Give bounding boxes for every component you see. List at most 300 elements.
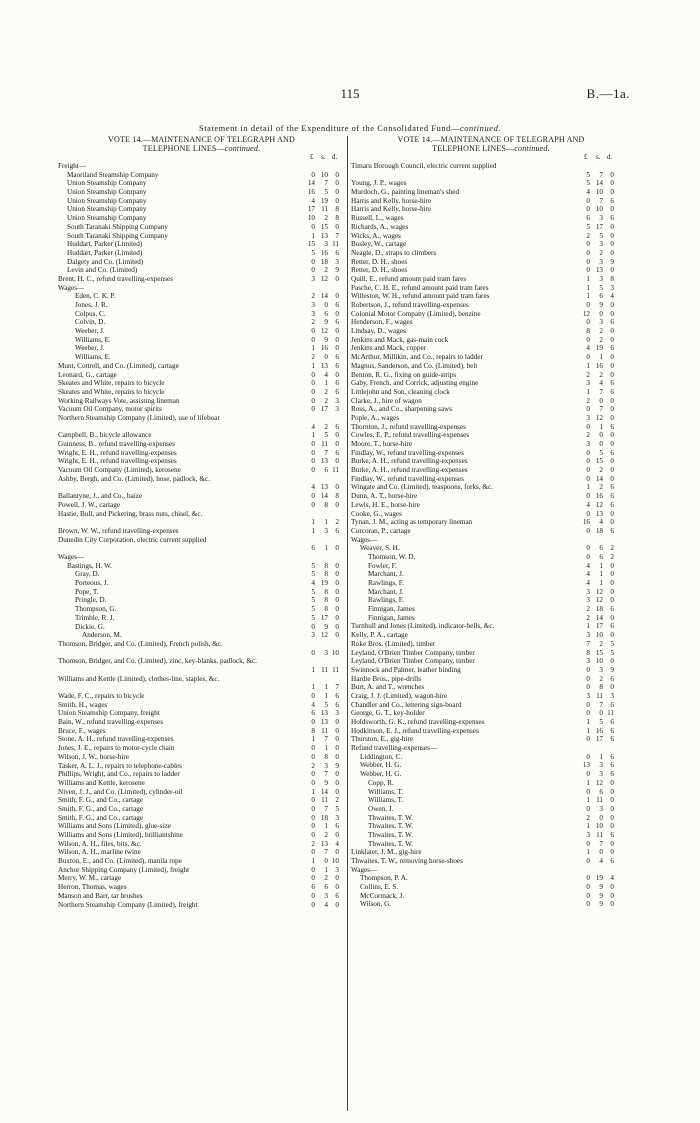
expenditure-row [58, 249, 345, 258]
expenditure-row [351, 492, 631, 501]
expenditure-row [351, 457, 631, 466]
row-shillings: 12 [595, 778, 603, 787]
row-shillings: 11 [596, 830, 603, 839]
row-pence: 0 [335, 561, 339, 570]
row-description: Maoriland Steamship Company [67, 170, 159, 179]
group-heading [58, 284, 345, 293]
row-pence: 2 [610, 552, 614, 561]
row-pence: 6 [610, 196, 614, 205]
row-pounds: 2 [311, 292, 315, 301]
expenditure-row [58, 892, 345, 901]
row-description: Fowler, F. [368, 561, 397, 570]
row-shillings: 3 [599, 665, 603, 674]
row-pence: 3 [335, 709, 339, 718]
row-description: Stone, A. H., refund travelling-expenses [58, 735, 174, 744]
row-pounds: 1 [586, 822, 590, 831]
row-description: Union Steamship Company, freight [58, 709, 160, 718]
row-description: Williams, E. [75, 353, 111, 362]
row-pence: 0 [335, 596, 339, 605]
expenditure-row [58, 405, 345, 414]
expenditure-row [351, 423, 631, 432]
row-pounds: 0 [586, 770, 590, 779]
row-description: Bosley, W., cartage [351, 240, 407, 249]
row-pence: 0 [610, 787, 614, 796]
row-pounds: 13 [582, 761, 590, 770]
expenditure-row [351, 718, 631, 727]
page-reference: B.—1a. [586, 86, 630, 101]
expenditure-row [58, 814, 345, 823]
row-pounds: 0 [586, 205, 590, 214]
expenditure-row [58, 640, 345, 657]
row-shillings: 14 [595, 474, 603, 483]
row-pence: 6 [610, 735, 614, 744]
row-pence: 0 [610, 804, 614, 813]
row-shillings: 2 [324, 387, 328, 396]
row-shillings: 0 [599, 813, 603, 822]
row-pounds: 10 [307, 214, 315, 223]
row-pence: 0 [610, 683, 614, 692]
row-shillings: 13 [595, 266, 603, 275]
row-description: Levin and Co. (Limited) [67, 266, 138, 275]
row-description: Colonial Motor Company (Limited), benzine [351, 309, 481, 318]
expenditure-row [58, 857, 345, 866]
row-pounds: 3 [586, 587, 590, 596]
row-pounds: 6 [586, 214, 590, 223]
row-description: Wilson, A. H., files, bits, &c. [58, 839, 142, 848]
row-shillings: 0 [599, 440, 603, 449]
expenditure-row [58, 266, 345, 275]
row-description: Thomson, W. D. [368, 552, 416, 561]
row-description: Thornton, J., refund travelling-expenses [351, 422, 466, 431]
row-shillings: 10 [595, 205, 603, 214]
row-description: Powell, J. W., cartage [58, 500, 121, 509]
row-description: Huddart, Parker (Limited) [67, 248, 143, 257]
row-description: Williams and Kettle (Limited), clothes-line, staples, &c. [58, 674, 220, 683]
left-column [58, 136, 345, 909]
row-pence: 0 [335, 483, 339, 492]
row-description: Pasche, C. H. E., refund amount paid tram fares [351, 283, 489, 292]
row-pounds: 14 [307, 179, 315, 188]
row-shillings: 8 [324, 752, 328, 761]
row-pence: 6 [610, 605, 614, 614]
row-pounds: 0 [311, 804, 315, 813]
row-shillings: 7 [599, 405, 603, 414]
expenditure-row [58, 362, 345, 371]
row-description: Retter, D. H., shoes [351, 257, 408, 266]
row-shillings: 1 [599, 752, 603, 761]
row-pence: 0 [335, 883, 339, 892]
expenditure-row [58, 344, 345, 353]
row-description: Herron, Thomas, wages [58, 883, 127, 892]
row-pounds: 0 [586, 874, 590, 883]
expenditure-row [351, 188, 631, 197]
row-description: Smith, F. G., and Co., cartage [58, 804, 144, 813]
row-pence: 0 [610, 839, 614, 848]
row-pounds: 0 [311, 257, 315, 266]
row-shillings: 19 [320, 579, 328, 588]
row-pounds: 0 [586, 318, 590, 327]
row-shillings: 2 [599, 248, 603, 257]
expenditure-row [351, 831, 631, 840]
row-pence: 5 [610, 648, 614, 657]
row-pounds: 2 [311, 318, 315, 327]
row-pence: 3 [335, 396, 339, 405]
row-shillings: 17 [595, 735, 603, 744]
row-description: Burke, A. H., refund travelling-expenses [351, 466, 468, 475]
row-shillings: 15 [595, 457, 603, 466]
row-pence: 6 [610, 761, 614, 770]
row-shillings: 14 [320, 492, 328, 501]
row-pounds: 2 [586, 605, 590, 614]
row-pounds: 5 [586, 170, 590, 179]
row-pounds: 7 [586, 639, 590, 648]
row-pence: 0 [335, 831, 339, 840]
row-shillings: 3 [324, 891, 328, 900]
row-shillings: 3 [599, 770, 603, 779]
row-shillings: 5 [324, 700, 328, 709]
row-pence: 6 [335, 301, 339, 309]
row-pounds: 4 [586, 500, 590, 509]
expenditure-row [351, 223, 631, 232]
expenditure-row [351, 605, 631, 614]
row-shillings: 13 [320, 361, 328, 370]
row-description: Anderson, M. [82, 631, 122, 640]
row-pounds: 0 [586, 196, 590, 205]
row-pounds: 8 [311, 726, 315, 735]
row-pence: 9 [335, 266, 339, 275]
row-description: Niven, J. J., and Co. (Limited), cylinder-oil [58, 787, 183, 796]
row-shillings: 12 [595, 596, 603, 605]
expenditure-row [58, 171, 345, 180]
row-shillings: 2 [599, 327, 603, 336]
row-pence: 0 [335, 327, 339, 336]
expenditure-row [58, 318, 345, 327]
row-pounds: 1 [586, 361, 590, 370]
row-description: Hodkinson, E. J., refund travelling-expenses [351, 726, 479, 735]
row-description: Jones, J. R. [75, 301, 108, 309]
row-description: Williams and Kettle, kerosene [58, 778, 145, 787]
row-pence: 0 [335, 292, 339, 301]
expenditure-row [351, 344, 631, 353]
row-description: Thomson, Bridger, and Co. (Limited), French polish, &c. [58, 639, 223, 648]
row-description: Roke Bros. (Limited), timber [351, 639, 436, 648]
row-pence: 6 [335, 387, 339, 396]
row-pounds: 0 [311, 822, 315, 831]
row-description: Robertson, J., refund travelling-expenses [351, 301, 469, 310]
row-shillings: 9 [324, 335, 328, 344]
row-pence: 6 [610, 726, 614, 735]
row-description: Retter, D. H., shoes [351, 266, 408, 275]
row-shillings: 8 [324, 561, 328, 570]
row-pence: 6 [335, 448, 339, 457]
expenditure-row [351, 292, 631, 301]
vote-title-line2: TELEPHONE LINES— [142, 143, 225, 153]
row-pounds: 3 [586, 440, 590, 449]
expenditure-row [58, 223, 345, 232]
row-description: Craig, J. J. (Limited), wagon-hire [351, 691, 448, 700]
row-pence: 0 [610, 900, 614, 909]
row-description: Refund travelling-expenses— [351, 744, 438, 753]
row-shillings: 3 [599, 257, 603, 266]
row-pounds: 0 [586, 891, 590, 900]
expenditure-row [351, 362, 631, 371]
row-description: Eden, C. K. P. [75, 292, 116, 301]
row-pounds: 0 [586, 448, 590, 457]
row-shillings: 13 [320, 231, 328, 240]
expenditure-row [351, 162, 631, 179]
expenditure-row [58, 188, 345, 197]
row-description: Colpus, C. [75, 309, 106, 318]
row-description: Wages— [351, 535, 378, 544]
row-shillings: 6 [599, 552, 603, 561]
row-pounds: 8 [586, 327, 590, 336]
expenditure-row [351, 266, 631, 275]
row-shillings: 0 [599, 396, 603, 405]
row-shillings: 1 [599, 353, 603, 362]
row-shillings: 11 [321, 440, 328, 449]
row-pounds: 0 [586, 665, 590, 674]
row-description: Dunedin City Corporation, electric current supplied [58, 535, 207, 544]
row-shillings: 3 [599, 318, 603, 327]
row-pounds: 0 [586, 752, 590, 761]
row-pence: 0 [335, 726, 339, 735]
row-shillings: 1 [324, 379, 328, 388]
row-pounds: 1 [586, 796, 590, 805]
row-pounds: 0 [311, 692, 315, 701]
row-pence: 6 [335, 700, 339, 709]
pence-header: d. [332, 153, 338, 161]
row-shillings: 16 [595, 361, 603, 370]
row-shillings: 8 [599, 683, 603, 692]
row-pence: 8 [335, 214, 339, 223]
expenditure-row [351, 232, 631, 241]
row-shillings: 17 [320, 405, 328, 414]
row-pence: 6 [610, 344, 614, 353]
row-pounds: 0 [311, 500, 315, 509]
row-shillings: 2 [599, 639, 603, 648]
row-description: Smith, F. G., and Co., cartage [58, 796, 144, 805]
shillings-header: s. [321, 153, 326, 161]
row-shillings: 7 [324, 804, 328, 813]
row-description: Corcoran, P., cartage [351, 526, 411, 535]
row-shillings: 13 [320, 718, 328, 727]
row-pounds: 0 [586, 526, 590, 535]
expenditure-row [58, 292, 345, 301]
row-pence: 0 [610, 613, 614, 622]
expenditure-row [351, 840, 631, 849]
row-pounds: 0 [311, 874, 315, 883]
row-pence: 0 [610, 396, 614, 405]
row-pence: 6 [335, 361, 339, 370]
row-description: Jenkins and Mack, gas-main cock [351, 335, 449, 344]
row-pence: 6 [610, 700, 614, 709]
row-description: Union Steamship Company [67, 205, 147, 214]
row-pounds: 0 [311, 222, 315, 231]
row-shillings: 14 [320, 292, 328, 301]
expenditure-row [58, 258, 345, 267]
row-pounds: 0 [586, 474, 590, 483]
row-description: Trimble, R. J. [75, 613, 115, 622]
expenditure-row [351, 761, 631, 770]
expenditure-row [58, 762, 345, 771]
row-pence: 0 [335, 457, 339, 466]
expenditure-row [351, 501, 631, 510]
row-shillings: 3 [324, 648, 328, 657]
expenditure-row [351, 848, 631, 857]
row-description: Young, J. P., wages [351, 179, 407, 188]
row-pounds: 2 [586, 396, 590, 405]
expenditure-row [351, 510, 631, 519]
row-description: Porteous, J. [75, 579, 109, 588]
row-shillings: 0 [599, 309, 603, 318]
row-pence: 0 [335, 370, 339, 379]
row-description: Hardie Bros., pipe-drills [351, 674, 421, 683]
row-pence: 11 [332, 466, 339, 475]
row-shillings: 4 [599, 857, 603, 866]
expenditure-row [58, 301, 345, 310]
row-description: George, G. T., key-holder [351, 709, 425, 718]
expenditure-row [58, 397, 345, 406]
row-shillings: 5 [599, 718, 603, 727]
row-shillings: 15 [595, 648, 603, 657]
row-pounds: 1 [311, 231, 315, 240]
row-description: Ballantyne, J., and Co., baize [58, 492, 143, 501]
row-pounds: 0 [311, 457, 315, 466]
row-description: Vacuum Oil Company (Limited), kerosene [58, 466, 181, 475]
row-pounds: 0 [311, 370, 315, 379]
expenditure-row [58, 735, 345, 744]
expenditure-row [351, 197, 631, 206]
row-description: Williams, T. [368, 796, 404, 805]
expenditure-row [58, 588, 345, 597]
row-shillings: 11 [321, 726, 328, 735]
row-description: Munt, Cottrell, and Co. (Limited), cartage [58, 361, 179, 370]
row-shillings: 14 [595, 179, 603, 188]
row-pence: 0 [335, 431, 339, 440]
row-pounds: 2 [586, 813, 590, 822]
row-pounds: 4 [586, 579, 590, 588]
row-description: Dunn, A. T., horse-hire [351, 492, 418, 501]
expenditure-row [58, 657, 345, 674]
row-description: Thomson, Bridger, and Co. (Limited), zinc, key-blanks, padlock, &c. [58, 657, 257, 666]
row-pounds: 6 [311, 883, 315, 892]
row-description: Timaru Borough Council, electric current supplied [351, 162, 497, 170]
row-pence: 10 [331, 857, 339, 866]
row-pence: 6 [610, 718, 614, 727]
row-pence: 6 [335, 353, 339, 362]
row-pounds: 0 [311, 622, 315, 631]
row-description: Owen, J. [368, 804, 394, 813]
group-heading [58, 553, 345, 562]
row-description: Finnigan, James [368, 613, 415, 622]
expenditure-row [58, 796, 345, 805]
row-pence: 0 [610, 813, 614, 822]
row-shillings: 2 [599, 370, 603, 379]
row-pence: 0 [610, 848, 614, 857]
expenditure-row [58, 596, 345, 605]
row-description: Willeston, W. H., refund amount paid tram fares [351, 292, 490, 301]
row-pounds: 8 [586, 648, 590, 657]
expenditure-row [351, 892, 631, 901]
row-pounds: 1 [311, 344, 315, 353]
row-description: Brown, W. W., refund travelling-expenses [58, 526, 179, 535]
row-shillings: 6 [599, 787, 603, 796]
expenditure-row [351, 414, 631, 423]
row-description: Leyland, O'Brien Timber Company, timber [351, 657, 475, 666]
expenditure-row [351, 814, 631, 823]
row-pounds: 4 [586, 570, 590, 579]
row-description: Manson and Barr, tar brushes [58, 891, 143, 900]
expenditure-row [351, 258, 631, 267]
row-shillings: 7 [324, 179, 328, 188]
row-pence: 4 [335, 839, 339, 848]
row-description: Freight— [58, 162, 86, 170]
row-shillings: 3 [324, 240, 328, 249]
row-shillings: 0 [599, 431, 603, 440]
row-shillings: 3 [599, 214, 603, 223]
row-description: Weeber, J. [75, 327, 105, 336]
row-pounds: 0 [311, 440, 315, 449]
row-pence: 6 [610, 387, 614, 396]
expenditure-row [58, 431, 345, 440]
row-shillings: 0 [324, 301, 328, 309]
row-description: Thwaites, T. W. [368, 830, 414, 839]
row-pence: 0 [610, 170, 614, 179]
row-pounds: 1 [586, 726, 590, 735]
expenditure-row [351, 796, 631, 805]
row-shillings: 3 [599, 274, 603, 283]
row-pence: 0 [610, 301, 614, 310]
row-pence: 0 [335, 179, 339, 188]
expenditure-row [351, 614, 631, 623]
row-pence: 0 [610, 509, 614, 518]
expenditure-row [351, 483, 631, 492]
row-pounds: 0 [311, 327, 315, 336]
row-pence: 0 [335, 500, 339, 509]
row-description: Copp, R. [368, 778, 394, 787]
row-description: Rawlings, F. [368, 596, 404, 605]
row-shillings: 7 [599, 387, 603, 396]
row-pence: 2 [610, 544, 614, 553]
row-pounds: 0 [311, 648, 315, 657]
row-pence: 0 [335, 335, 339, 344]
row-pounds: 0 [311, 752, 315, 761]
group-heading [351, 744, 631, 753]
expenditure-row [351, 527, 631, 536]
row-pence: 6 [610, 214, 614, 223]
row-description: Hastie, Bull, and Pickering, brass nuts, chisel, &c. [58, 509, 203, 518]
row-shillings: 17 [320, 613, 328, 622]
expenditure-row [351, 301, 631, 310]
row-pence: 0 [610, 188, 614, 197]
row-description: Tasker, A. L. J., repairs to telephone-cables [58, 761, 182, 770]
row-shillings: 16 [595, 726, 603, 735]
row-shillings: 19 [595, 874, 603, 883]
row-pounds: 5 [311, 605, 315, 614]
row-pence: 0 [610, 587, 614, 596]
row-pounds: 1 [311, 735, 315, 744]
row-pounds: 0 [311, 796, 315, 805]
row-pence: 6 [335, 692, 339, 701]
vote-title-line1: VOTE 14.—MAINTENANCE OF TELEGRAPH AND [107, 135, 296, 144]
expenditure-row [58, 449, 345, 458]
row-description: Littlejohn and Son, cleaning clock [351, 387, 450, 396]
row-description: Swinnock and Palmer, leather binding [351, 665, 461, 674]
row-description: Northern Steamship Company (Limited), freight [58, 900, 198, 909]
row-description: Thwaites, T. W. [368, 813, 414, 822]
row-description: Neagle, D., straps to climbers [351, 248, 437, 257]
row-pence: 0 [335, 631, 339, 640]
